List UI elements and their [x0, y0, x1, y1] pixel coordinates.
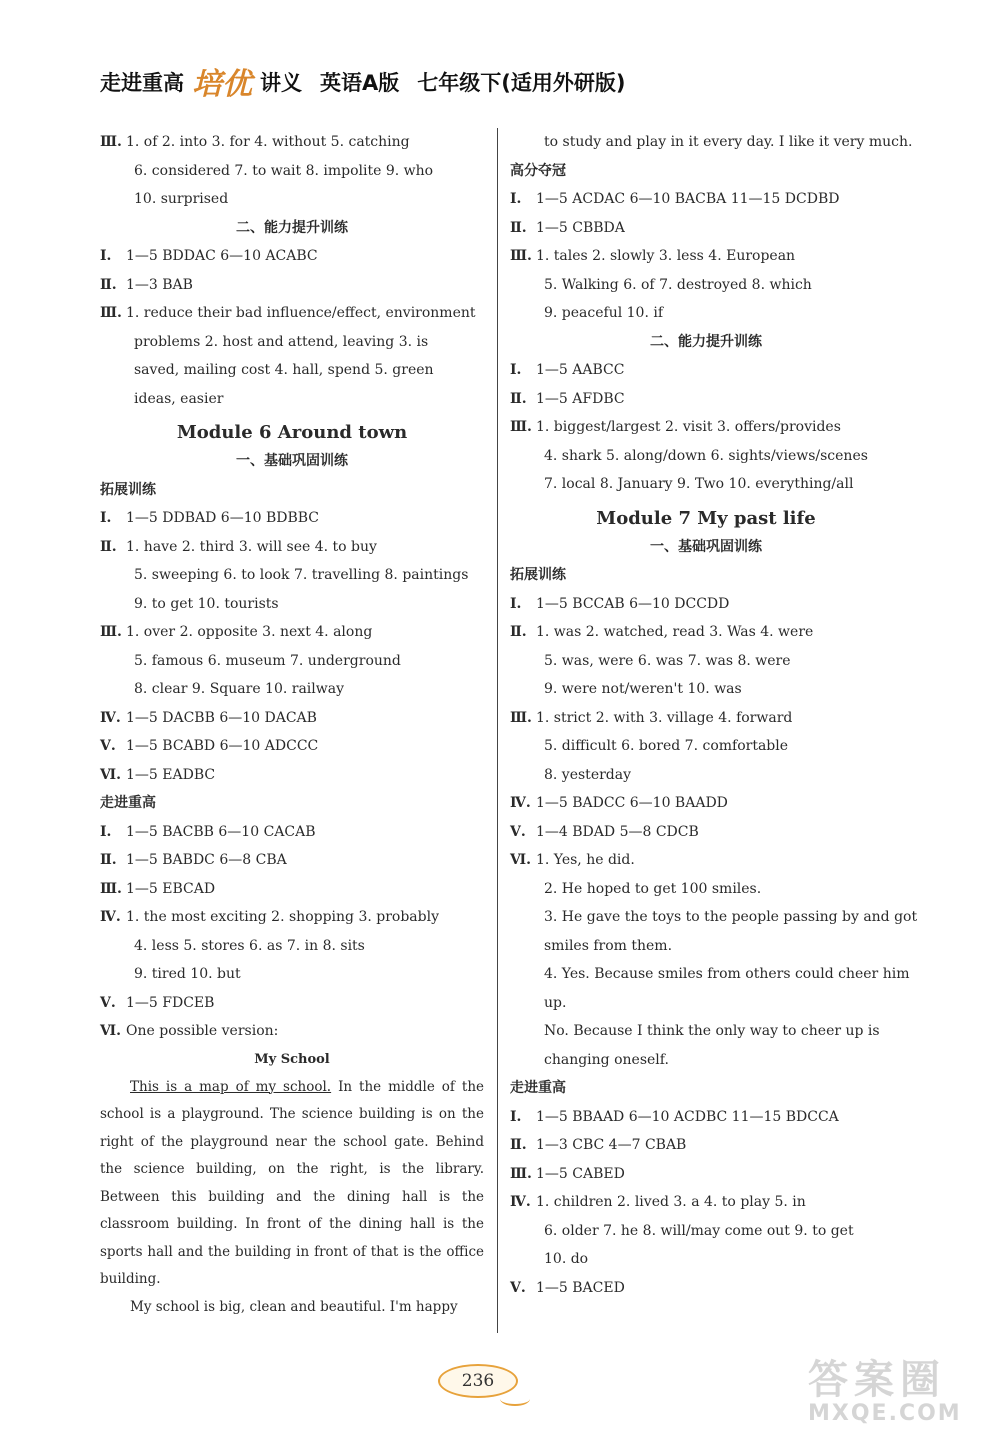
answer-line — [100, 504, 484, 533]
answer-text: 1—4 BDAD 5—8 CDCB — [536, 823, 699, 840]
book-brand: 走进重高 — [100, 71, 184, 95]
answer-line: 9. tired 10. but — [134, 966, 241, 982]
answer-line: up. — [544, 994, 567, 1011]
right-column — [510, 128, 918, 1302]
answer-text: 1—5 BACED — [536, 1279, 625, 1296]
question-number: Ⅱ. — [510, 1137, 527, 1153]
answer-line — [510, 1103, 902, 1132]
answer-line: 10. surprised — [134, 191, 229, 207]
answer-line — [510, 214, 902, 243]
answer-line — [100, 271, 484, 300]
answer-text: 1—5 BDDAC 6—10 ACABC — [126, 248, 318, 264]
question-number: Ⅴ. — [510, 823, 526, 840]
question-number: Ⅰ. — [510, 1108, 522, 1125]
answer-text: 1. the most exciting 2. shopping 3. probably — [126, 909, 439, 925]
answer-line: 4. Yes. Because smiles from others could cheer him — [544, 966, 910, 982]
question-number: Ⅰ. — [100, 248, 112, 264]
question-number: Ⅳ. — [100, 709, 121, 726]
question-number: Ⅴ. — [100, 994, 116, 1011]
answer-text: 1—5 BCABD 6—10 ADCCC — [126, 738, 319, 754]
answer-text: 1—5 BADCC 6—10 BAADD — [536, 795, 728, 811]
essay-paragraph: My school is big, clean and beautiful. I'm happy — [130, 1298, 458, 1315]
question-number: Ⅰ. — [100, 510, 112, 526]
question-number: Ⅰ. — [510, 362, 522, 378]
question-number: Ⅰ. — [510, 595, 522, 612]
answer-line: ideas, easier — [134, 390, 224, 407]
watermark-url: MXQE.COM — [808, 1401, 962, 1426]
watermark-logo — [808, 1348, 978, 1430]
answer-line — [510, 846, 902, 875]
answer-text: 1. reduce their bad influence/effect, environment — [126, 305, 476, 321]
answer-line — [510, 1160, 902, 1189]
answer-line: 5. Walking 6. of 7. destroyed 8. which — [544, 276, 812, 293]
question-number: Ⅲ. — [100, 305, 122, 321]
answer-text: 1. biggest/largest 2. visit 3. offers/provides — [536, 419, 841, 435]
question-number: Ⅰ. — [100, 823, 112, 840]
answer-line — [510, 1131, 902, 1160]
subsection-heading: 高分夺冠 — [510, 162, 566, 179]
answer-text: 1—5 EADBC — [126, 766, 216, 783]
answer-text: 1—5 BACBB 6—10 CACAB — [126, 823, 316, 840]
question-number: Ⅵ. — [510, 852, 531, 868]
answer-text: 1. have 2. third 3. will see 4. to buy — [126, 538, 377, 555]
answer-text: One possible version: — [126, 1023, 279, 1039]
answer-line: 5. was, were 6. was 7. was 8. were — [544, 652, 791, 669]
answer-text: 1—5 BCCAB 6—10 DCCDD — [536, 595, 730, 612]
question-number: Ⅲ. — [100, 880, 122, 897]
answer-line: 3. He gave the toys to the people passing by and got — [544, 909, 918, 925]
question-number: Ⅳ. — [510, 1194, 531, 1210]
question-number: Ⅰ. — [510, 191, 522, 207]
question-number: Ⅳ. — [510, 795, 531, 811]
script-logo: 培优 — [192, 67, 252, 102]
answer-line — [510, 618, 902, 647]
question-number: Ⅱ. — [100, 852, 117, 868]
question-number: Ⅱ. — [100, 276, 117, 293]
column-divider — [497, 128, 498, 1333]
answer-line: to study and play in it every day. I like it very much. — [544, 134, 913, 150]
book-series: 讲义 — [260, 71, 302, 95]
question-number: Ⅲ. — [510, 709, 532, 726]
answer-line — [510, 413, 902, 442]
answer-line: 4. less 5. stores 6. as 7. in 8. sits — [134, 937, 365, 954]
answer-line: 5. famous 6. museum 7. underground — [134, 652, 401, 669]
answer-line — [100, 903, 484, 932]
answer-text: 1. tales 2. slowly 3. less 4. European — [536, 248, 796, 264]
answer-line: 2. He hoped to get 100 smiles. — [544, 880, 762, 897]
answer-line — [100, 989, 484, 1018]
answer-line — [100, 1017, 484, 1046]
answer-line — [100, 618, 484, 647]
answer-line: 9. peaceful 10. if — [544, 305, 664, 321]
essay-paragraph — [100, 1074, 484, 1294]
answer-line — [510, 242, 902, 271]
question-number: Ⅳ. — [100, 909, 121, 925]
watermark-title: 答案圈 — [808, 1357, 946, 1403]
answer-line — [510, 789, 902, 818]
question-number: Ⅲ. — [510, 419, 532, 435]
answer-line — [100, 818, 484, 847]
answer-line — [510, 385, 902, 414]
answer-text: 1. over 2. opposite 3. next 4. along — [126, 624, 373, 640]
page-number: 236 — [438, 1364, 518, 1398]
question-number: Ⅲ. — [100, 624, 122, 640]
question-number: Ⅱ. — [100, 538, 117, 555]
left-column — [100, 128, 484, 1321]
answer-line — [100, 846, 484, 875]
answer-line — [510, 704, 902, 733]
answer-line — [510, 1274, 902, 1303]
question-number: Ⅲ. — [510, 248, 532, 264]
answer-text: 1—3 BAB — [126, 276, 193, 293]
answer-text: 1—5 ACDAC 6—10 BACBA 11—15 DCDBD — [536, 191, 840, 207]
answer-line: 5. sweeping 6. to look 7. travelling 8. paintings — [134, 567, 469, 583]
answer-line: smiles from them. — [544, 937, 673, 954]
answer-text: 1. children 2. lived 3. a 4. to play 5. in — [536, 1194, 806, 1210]
answer-line — [510, 185, 902, 214]
answer-text: 1—3 CBC 4—7 CBAB — [536, 1137, 687, 1153]
question-number: Ⅵ. — [100, 766, 121, 783]
answer-text: 1—5 EBCAD — [126, 880, 216, 897]
question-number: Ⅱ. — [510, 390, 527, 407]
question-number: Ⅱ. — [510, 219, 527, 236]
answer-line: 7. local 8. January 9. Two 10. everything/all — [544, 476, 854, 492]
module-title: Module 6 Around town — [176, 422, 408, 443]
essay-text: In the middle of the school is a playground. The science building is on the right of the playground near the school gate. Behind the science building, on the right, is the library. Between this building and the dining hall is the classroom building. In front of the dining hall is the sports hall and the building in front of that is the office building. — [100, 1078, 484, 1287]
answer-line: No. Because I think the only way to cheer up is — [544, 1023, 880, 1039]
answer-text: 1—5 DACBB 6—10 DACAB — [126, 709, 317, 726]
answer-text: 1—5 FDCEB — [126, 994, 215, 1011]
answer-line — [100, 704, 484, 733]
answer-line — [510, 1188, 902, 1217]
section-heading: 二、能力提升训练 — [650, 333, 762, 350]
answer-line: 9. to get 10. tourists — [134, 595, 279, 612]
answer-line: changing oneself. — [544, 1051, 669, 1068]
answer-line: 10. do — [544, 1251, 589, 1267]
answer-line: 8. yesterday — [544, 766, 632, 783]
answer-text: 1—5 AABCC — [536, 362, 625, 378]
answer-line: 8. clear 9. Square 10. railway — [134, 681, 344, 697]
question-number: Ⅵ. — [100, 1023, 121, 1039]
answer-text: 1—5 CBBDA — [536, 219, 625, 236]
answer-text: 1. of 2. into 3. for 4. without 5. catching — [126, 134, 410, 150]
answer-line — [100, 732, 484, 761]
section-heading: 一、基础巩固训练 — [650, 538, 762, 555]
subsection-heading: 拓展训练 — [510, 567, 566, 583]
answer-text: 1. Yes, he did. — [536, 852, 635, 868]
answer-text: 1—5 DDBAD 6—10 BDBBC — [126, 510, 320, 526]
answer-line: 5. difficult 6. bored 7. comfortable — [544, 738, 789, 754]
question-number: Ⅱ. — [510, 624, 527, 640]
question-number: Ⅲ. — [510, 1165, 532, 1182]
module-title: Module 7 My past life — [596, 507, 816, 529]
answer-line — [100, 761, 484, 790]
answer-text: 1—5 AFDBC — [536, 390, 625, 407]
answer-line: 4. shark 5. along/down 6. sights/views/scenes — [544, 447, 868, 464]
answer-line: problems 2. host and attend, leaving 3. is — [134, 333, 429, 350]
subsection-heading: 拓展训练 — [100, 481, 156, 498]
question-number: Ⅲ. — [100, 134, 122, 150]
book-subject: 英语A版 — [320, 71, 400, 95]
section-heading: 二、能力提升训练 — [236, 219, 348, 236]
answer-line: 6. older 7. he 8. will/may come out 9. to get — [544, 1222, 854, 1239]
subsection-heading: 走进重高 — [100, 795, 156, 811]
book-grade: 七年级下(适用外研版) — [417, 71, 626, 95]
answer-line — [100, 128, 484, 157]
answer-line — [100, 299, 484, 328]
answer-text: 1—5 BABDC 6—8 CBA — [126, 852, 287, 868]
answer-line: 9. were not/weren't 10. was — [544, 681, 742, 697]
page-header — [100, 55, 626, 102]
essay-underlined-sentence: This is a map of my school. — [130, 1078, 332, 1095]
answer-text: 1—5 CABED — [536, 1165, 625, 1182]
answer-line — [100, 242, 484, 271]
answer-text: 1. strict 2. with 3. village 4. forward — [536, 709, 793, 726]
answer-line — [100, 533, 484, 562]
subsection-heading: 走进重高 — [510, 1080, 566, 1096]
answer-line — [100, 875, 484, 904]
page-number-ornament — [500, 1392, 530, 1406]
answer-line: saved, mailing cost 4. hall, spend 5. green — [134, 362, 434, 378]
answer-text: 1. was 2. watched, read 3. Was 4. were — [536, 624, 814, 640]
answer-line — [510, 818, 902, 847]
question-number: Ⅴ. — [100, 738, 116, 754]
question-number: Ⅴ. — [510, 1279, 526, 1296]
answer-text: 1—5 BBAAD 6—10 ACDBC 11—15 BDCCA — [536, 1108, 839, 1125]
essay-title: My School — [254, 1051, 330, 1067]
answer-line — [510, 356, 902, 385]
section-heading: 一、基础巩固训练 — [236, 453, 348, 469]
answer-line — [510, 590, 902, 619]
answer-line: 6. considered 7. to wait 8. impolite 9. who — [134, 162, 434, 179]
